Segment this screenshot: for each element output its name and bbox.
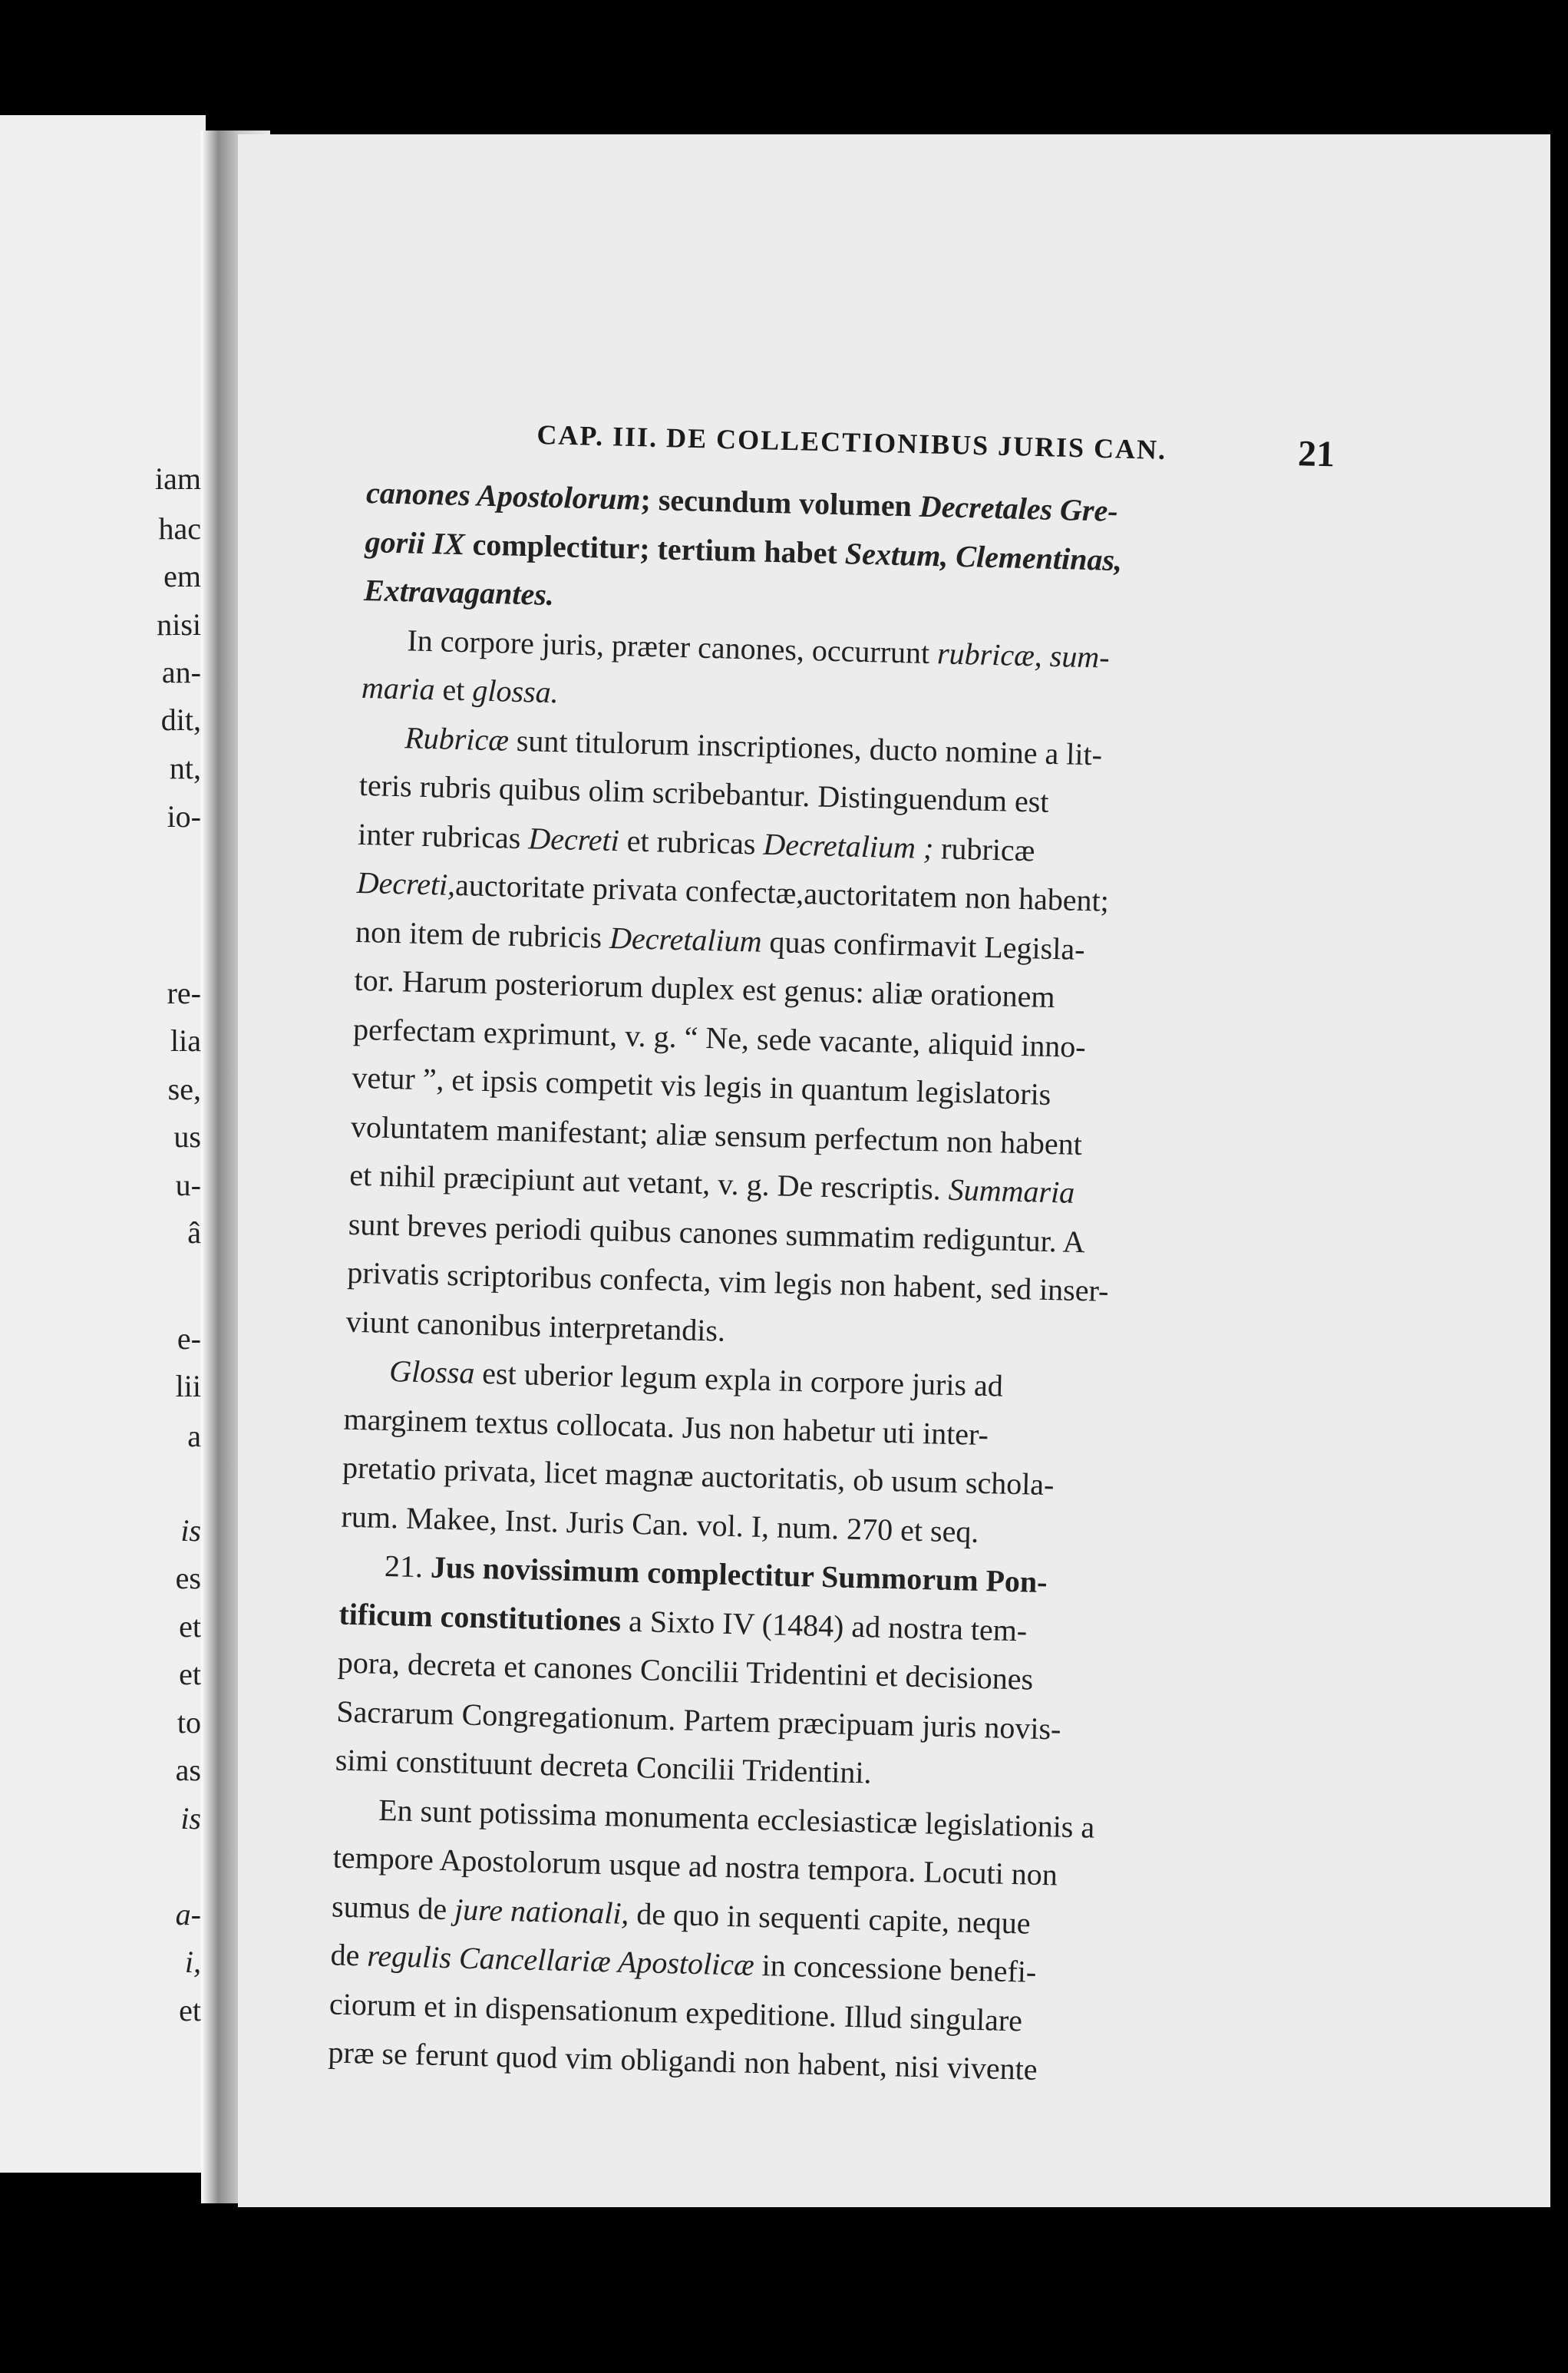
text-run: marginem textus collocata. Jus non habetur uti inter- [343,1401,989,1452]
left-page-fragment: iam [155,461,201,496]
text-run: sunt titulorum inscriptiones, ducto nomine a lit- [508,722,1103,772]
text-run: Extravagantes. [363,572,555,613]
text-run: 21. [384,1548,431,1585]
text-run: sumus de [331,1888,455,1926]
text-run: Decretalium [609,920,763,959]
text-run: Summaria [948,1172,1075,1210]
text-run: glossa. [471,673,560,710]
text-run: Decreti [527,820,620,858]
text-run: privatis scriptoribus confecta, vim legis non habent, sed inser- [346,1254,1109,1308]
text-run: gorii IX [365,524,466,561]
left-page-fragment: re- [167,976,201,1010]
text-run: a Sixto IV (1484) ad nostra tem- [620,1603,1028,1648]
left-page-fragment: is [180,1801,201,1836]
text-run: Decretalium ; [762,826,934,865]
left-page-fragment: se, [167,1072,201,1106]
text-run: et rubricas [619,822,764,861]
text-run: Rubricæ [404,719,510,758]
text-run: rubricæ [933,830,1035,868]
text-run: rum. Makee, Inst. Juris Can. vol. I, num. 270 et seq. [341,1499,979,1549]
left-page-fragment: io- [167,799,201,834]
text-run: Decretales Gre- [919,488,1119,528]
left-page-fragment: is [180,1513,201,1548]
text-run: En sunt potissima monumenta ecclesiasticæ legislationis a [378,1792,1095,1845]
text-run: voluntatem manifestant; aliæ sensum perfectum non habent [350,1109,1083,1162]
left-page-fragment: et [179,1993,201,2028]
text-run: ; secundum volumen [640,481,920,524]
text-run: pretatio privata, licet magnæ auctoritatis, ob usum schola- [342,1449,1055,1502]
text-run: complectitur; tertium habet [464,526,846,570]
text-run: de quo in sequenti capite, neque [628,1895,1032,1941]
text-run: vetur ”, et ipsis competit vis legis in quantum legislatoris [352,1059,1051,1112]
text-run: tor. Harum posteriorum duplex est genus: aliæ orationem [354,962,1056,1015]
left-page-fragment: nt, [169,751,201,785]
left-page-fragment: â [187,1215,201,1250]
text-run: regulis Cancellariæ Apostolicæ [366,1938,755,1982]
text-run: non item de rubricis [355,914,610,955]
text-run: viunt canonibus interpretandis. [345,1304,726,1348]
text-run: canones Apostolorum [365,474,642,517]
text-run: In corpore juris, præter canones, occurrunt [407,622,938,670]
text-run: simi constituunt decreta Concilii Tridentini. [335,1742,873,1790]
text-run: de [330,1937,368,1973]
text-run: sunt breves periodi quibus canones summatim rediguntur. A [348,1206,1086,1259]
text-run: præ se ferunt quod vim obligandi non habent, nisi vivente [328,2034,1038,2087]
left-page-fragment: us [173,1119,201,1154]
text-run: quas confirmavit Legisla- [761,924,1086,967]
left-page-fragment: em [163,559,201,593]
left-page-fragment: lia [170,1023,201,1058]
left-page-fragment: e- [177,1321,201,1356]
left-page-fragment: a- [175,1897,201,1932]
text-run: teris rubris quibus olim scribebantur. Distinguendum est [358,767,1049,819]
text-run: ciorum et in dispensationum expeditione. Illud singulare [328,1985,1023,2038]
text-run: Glossa [388,1353,475,1390]
text-run: rubricæ, sum- [936,635,1111,675]
text-run: Jus novissimum complectitur Summorum Pon- [430,1549,1048,1600]
text-run: et [434,672,473,708]
left-page-fragment: et [179,1657,201,1691]
left-page-fragment: lii [175,1369,201,1403]
left-page-fragment: nisi [157,607,201,642]
text-run: est uberior legum expla in corpore juris ad [474,1355,1004,1403]
text-run: perfectam exprimunt, v. g. “ Ne, sede vacante, aliquid inno- [352,1011,1087,1064]
text-run: auctoritate privata confectæ,auctoritatem non habent; [454,867,1110,918]
left-page-fragment: a [187,1419,201,1453]
text-run: et nihil præcipiunt aut vetant, v. g. De rescriptis. [348,1157,949,1207]
text-run: maria [361,669,436,707]
left-page-fragment: et [179,1609,201,1644]
text-run: pora, decreta et canones Concilii Tridentini et decisiones [337,1644,1034,1697]
left-page-fragment: dit, [160,702,201,737]
text-run: tificum constitutiones [338,1596,622,1638]
body-text [328,468,1326,2100]
text-run: tempore Apostolorum usque ad nostra tempora. Locuti non [332,1839,1058,1892]
text-run: in concessione benefi- [754,1947,1037,1989]
page-number: 21 [1297,433,1335,475]
left-page-fragment: hac [158,511,201,546]
left-page-fragment: as [175,1753,201,1787]
text-run: Sacrarum Congregationum. Partem præcipuam juris novis- [335,1694,1061,1747]
left-page-fragment: i, [184,1945,201,1979]
text-run: inter rubricas [357,816,529,855]
text-run: jure nationali, [454,1891,630,1931]
left-page-fragment: es [175,1561,201,1595]
text-run: Decreti, [356,864,456,902]
running-title: CAP. III. DE COLLECTIONIBUS JURIS CAN. [536,418,1167,466]
left-page-fragment: to [177,1705,201,1740]
text-run: Sextum, Clementinas, [844,535,1123,577]
left-page-edge [0,115,206,2173]
left-page-fragment: an- [161,655,201,689]
left-page-fragment: u- [175,1168,201,1202]
